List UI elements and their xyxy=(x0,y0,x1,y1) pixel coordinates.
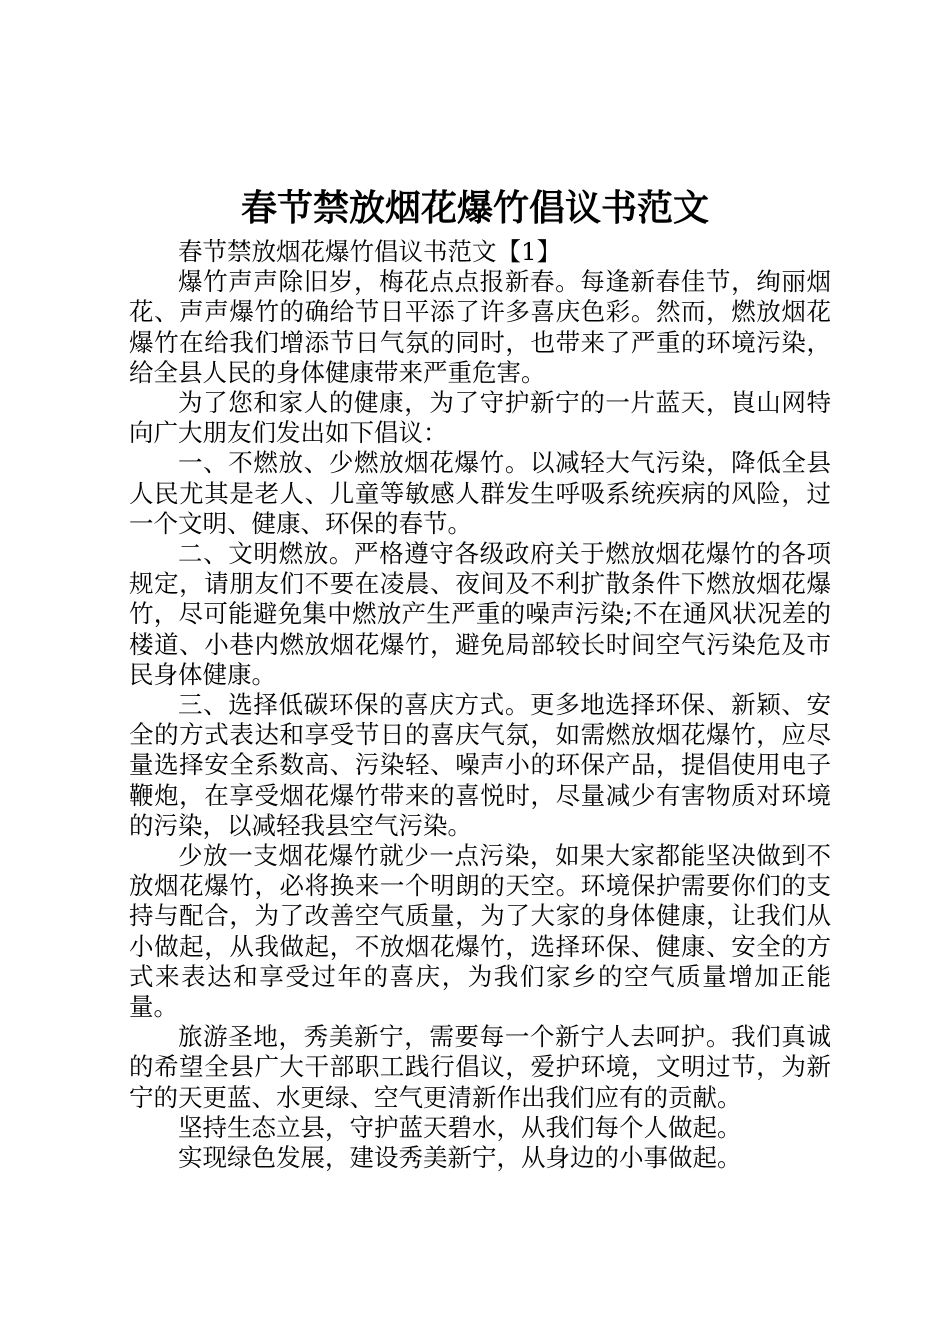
intro-paragraph: 爆竹声声除旧岁，梅花点点报新春。每逢新春佳节，绚丽烟花、声声爆竹的确给节日平添了许多喜庆色彩。然而，燃放烟花爆竹在给我们增添节日气氛的同时，也带来了严重的环境污染，给全县人民的身体健康带来严重危害。 xyxy=(129,267,831,387)
proposal-intro-paragraph: 为了您和家人的健康，为了守护新宁的一片蓝天，崀山网特向广大朋友们发出如下倡议： xyxy=(129,388,831,448)
hope-paragraph: 旅游圣地，秀美新宁，需要每一个新宁人去呵护。我们真诚的希望全县广大干部职工践行倡议，爱护环境，文明过节，为新宁的天更蓝、水更绿、空气更清新作出我们应有的贡献。 xyxy=(129,1022,831,1112)
document-title: 春节禁放烟花爆竹倡议书范文 xyxy=(240,187,709,229)
appeal-paragraph: 少放一支烟花爆竹就少一点污染，如果大家都能坚决做到不放烟花爆竹，必将换来一个明朗的天空。环境保护需要你们的支持与配合，为了改善空气质量，为了大家的身体健康，让我们从小做起，从我做起，不放烟花爆竹，选择环保、健康、安全的方式来表达和享受过年的喜庆，为我们家乡的空气质量增加正能量。 xyxy=(129,841,831,1022)
proposal-item-2: 二、文明燃放。严格遵守各级政府关于燃放烟花爆竹的各项规定，请朋友们不要在凌晨、夜间及不利扩散条件下燃放烟花爆竹，尽可能避免集中燃放产生严重的噪声污染;不在通风状况差的楼道、小巷内燃放烟花爆竹，避免局部较长时间空气污染危及市民身体健康。 xyxy=(129,539,831,689)
subtitle-paragraph: 春节禁放烟花爆竹倡议书范文【1】 xyxy=(178,237,562,266)
document-body xyxy=(129,237,831,1173)
proposal-item-3: 三、选择低碳环保的喜庆方式。更多地选择环保、新颖、安全的方式表达和享受节日的喜庆气氛，如需燃放烟花爆竹，应尽量选择安全系数高、污染轻、噪声小的环保产品，提倡使用电子鞭炮，在享受烟花爆竹带来的喜悦时，尽量减少有害物质对环境的污染，以减轻我县空气污染。 xyxy=(129,690,831,840)
slogan-paragraph-1: 坚持生态立县，守护蓝天碧水，从我们每个人做起。 xyxy=(178,1112,742,1142)
proposal-item-1: 一、不燃放、少燃放烟花爆竹。以减轻大气污染，降低全县人民尤其是老人、儿童等敏感人群发生呼吸系统疾病的风险，过一个文明、健康、环保的春节。 xyxy=(129,448,831,538)
slogan-paragraph-2: 实现绿色发展，建设秀美新宁，从身边的小事做起。 xyxy=(178,1143,742,1173)
